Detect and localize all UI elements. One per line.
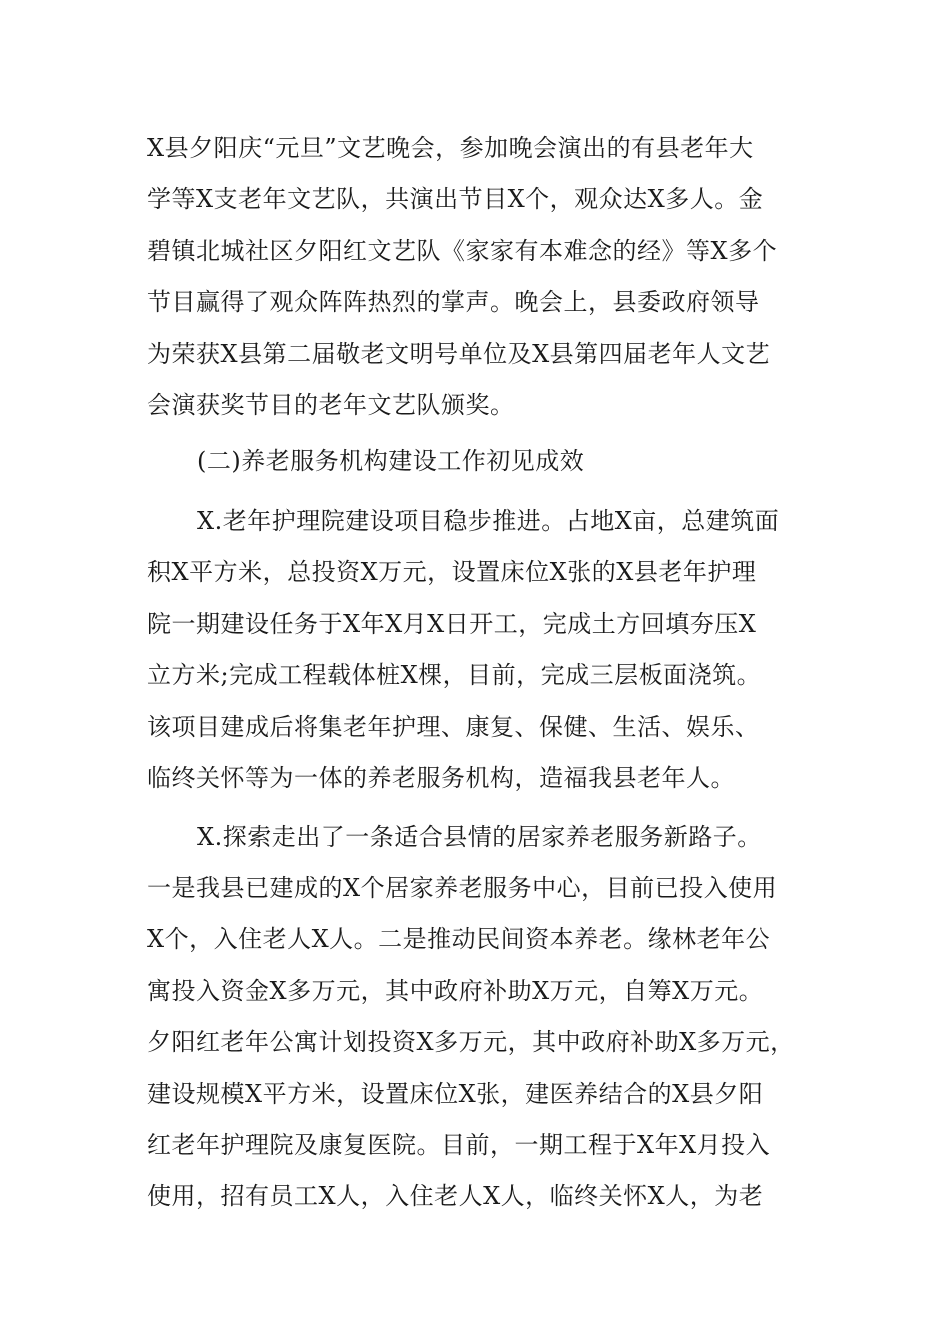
text-line: X个，入住老人X人。二是推动民间资本养老。缘林老年公 xyxy=(147,925,771,953)
text-line: 一是我县已建成的X个居家养老服务中心，目前已投入使用 xyxy=(147,874,778,902)
text-line: 学等X支老年文艺队，共演出节目X个，观众达X多人。金 xyxy=(147,185,764,213)
text-line: 建设规模X平方米，设置床位X张，建医养结合的X县夕阳 xyxy=(147,1080,764,1108)
text-line: 红老年护理院及康复医院。目前，一期工程于X年X月投入 xyxy=(147,1131,771,1159)
text-line: 积X平方米，总投资X万元，设置床位X张的X县老年护理 xyxy=(147,558,757,586)
section-heading: (二)养老服务机构建设工作初见成效 xyxy=(197,447,585,475)
text-line: 碧镇北城社区夕阳红文艺队《家家有本难念的经》等X多个 xyxy=(147,237,778,265)
text-line: X.探索走出了一条适合县情的居家养老服务新路子。 xyxy=(197,823,762,851)
text-line: 夕阳红老年公寓计划投资X多万元，其中政府补助X多万元， xyxy=(147,1028,795,1056)
text-line: 会演获奖节目的老年文艺队颁奖。 xyxy=(147,391,515,419)
text-line: 立方米;完成工程载体桩X棵，目前，完成三层板面浇筑。 xyxy=(147,661,762,689)
text-line: 节目赢得了观众阵阵热烈的掌声。晚会上，县委政府领导 xyxy=(147,288,760,316)
text-line: 使用，招有员工X人，入住老人X人，临终关怀X人，为老 xyxy=(147,1182,764,1210)
text-line: 该项目建成后将集老年护理、康复、保健、生活、娱乐、 xyxy=(147,713,760,741)
text-line: 为荣获X县第二届敬老文明号单位及X县第四届老年人文艺 xyxy=(147,340,771,368)
text-line: X县夕阳庆“元旦”文艺晚会，参加晚会演出的有县老年大 xyxy=(147,134,754,162)
text-line: X.老年护理院建设项目稳步推进。占地X亩，总建筑面 xyxy=(197,507,780,535)
text-line: 临终关怀等为一体的养老服务机构，造福我县老年人。 xyxy=(147,764,735,792)
text-line: 寓投入资金X多万元，其中政府补助X万元，自筹X万元。 xyxy=(147,977,764,1005)
text-line: 院一期建设任务于X年X月X日开工，完成土方回填夯压X xyxy=(147,610,757,638)
